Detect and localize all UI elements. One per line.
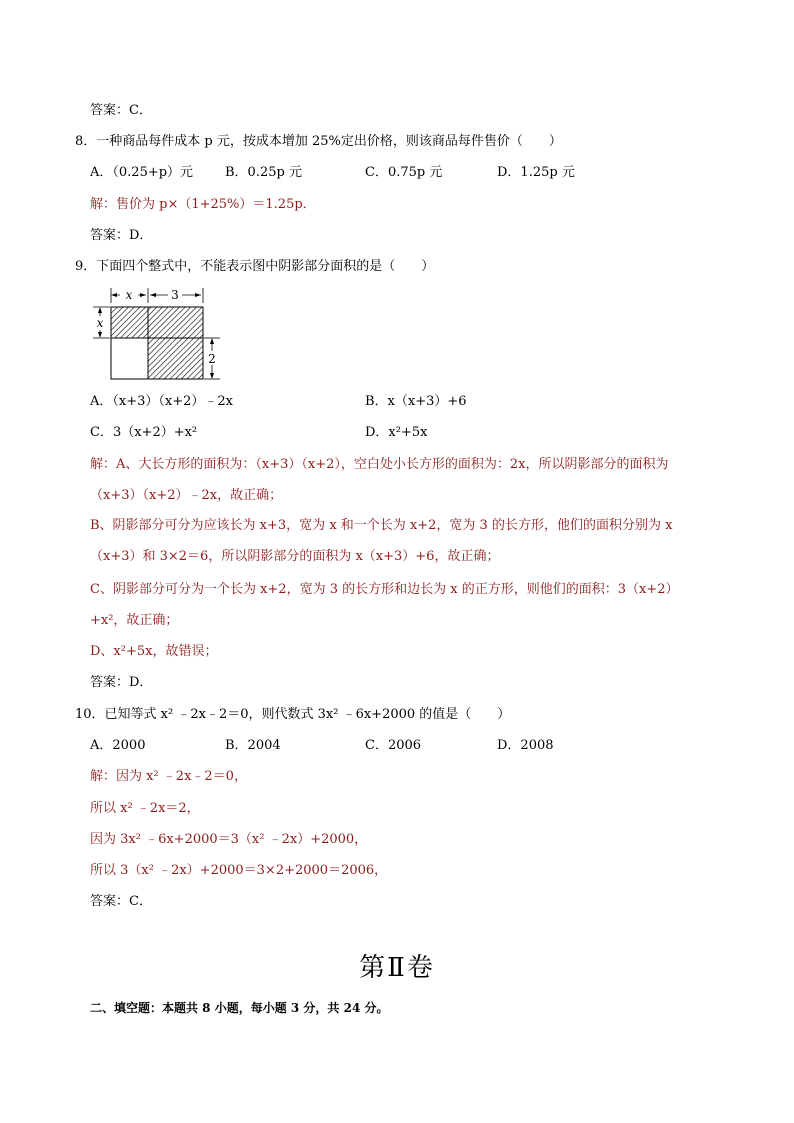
q10-solution-line1: 解：因为 x² ﹣2x﹣2＝0，: [90, 769, 247, 784]
q10-solution-line3: 因为 3x² ﹣6x+2000＝3（x² ﹣2x）+2000，: [90, 832, 368, 847]
q9-solution-d: D、x²+5x，故错误；: [90, 644, 218, 659]
q10-solution-line4: 所以 3（x² ﹣2x）+2000＝3×2+2000＝2006，: [90, 863, 388, 878]
figure-label-right-2: 2: [208, 352, 216, 366]
q9-solution-b-line1: B、阴影部分可分为应该长为 x+3，宽为 x 和一个长为 x+2，宽为 3 的长方形，他们的面积分别为 x: [90, 518, 673, 533]
q9-option-c: C．3（x+2）+x²: [90, 425, 198, 440]
answer-8: 答案：D．: [90, 228, 153, 243]
figure-label-top-3: 3: [171, 288, 179, 302]
q10-option-b: B．2004: [225, 738, 281, 753]
q8-option-c: C．0.75p 元: [365, 165, 443, 180]
shaded-rectangle-figure: [88, 285, 228, 381]
q10-solution-line2: 所以 x² ﹣2x＝2，: [90, 801, 200, 816]
q10-option-a: A．2000: [90, 738, 146, 753]
question-8: 8．一种商品每件成本 p 元，按成本增加 25%定出价格，则该商品每件售价（ ）: [75, 134, 562, 149]
q9-option-d: D．x²+5x: [365, 425, 428, 440]
question-9: 9．下面四个整式中，不能表示图中阴影部分面积的是（ ）: [75, 259, 435, 274]
q9-solution-a-line2: （x+3）（x+2）﹣2x，故正确；: [90, 488, 283, 503]
q9-solution-c-line2: +x²，故正确；: [90, 613, 179, 628]
q10-option-d: D．2008: [497, 738, 554, 753]
answer-10: 答案：C．: [90, 894, 152, 909]
q9-solution-b-line2: （x+3）和 3×2＝6，所以阴影部分的面积为 x（x+3）+6，故正确；: [90, 549, 500, 564]
figure-label-top-x: x: [125, 288, 133, 302]
q8-option-b: B．0.25p 元: [225, 165, 302, 180]
q8-solution: 解：售价为 p×（1+25%）＝1.25p．: [90, 197, 316, 212]
figure-label-left-x: x: [96, 316, 104, 330]
q9-solution-a-line1: 解：A、大长方形的面积为：（x+3）（x+2），空白处小长方形的面积为：2x，所以阴影部分的面积为: [90, 457, 669, 472]
answer-7: 答案：C．: [90, 103, 152, 118]
answer-9: 答案：D．: [90, 675, 153, 690]
q9-solution-c-line1: C、阴影部分可分为一个长为 x+2，宽为 3 的长方形和边长为 x 的正方形，则他们的面积：3（x+2）: [90, 582, 679, 597]
section-heading: 二、填空题：本题共 8 小题，每小题 3 分，共 24 分。: [90, 1001, 389, 1015]
q9-option-a: A．（x+3）（x+2）﹣2x: [90, 394, 233, 409]
question-10: 10．已知等式 x² ﹣2x﹣2＝0，则代数式 3x² ﹣6x+2000 的值是（ ）: [75, 707, 511, 722]
q10-option-c: C．2006: [365, 738, 422, 753]
q8-option-a: A．（0.25+p）元: [90, 165, 194, 180]
section-title: 第Ⅱ卷: [359, 953, 435, 983]
q9-option-b: B．x（x+3）+6: [365, 394, 467, 409]
q8-option-d: D．1.25p 元: [497, 165, 575, 180]
